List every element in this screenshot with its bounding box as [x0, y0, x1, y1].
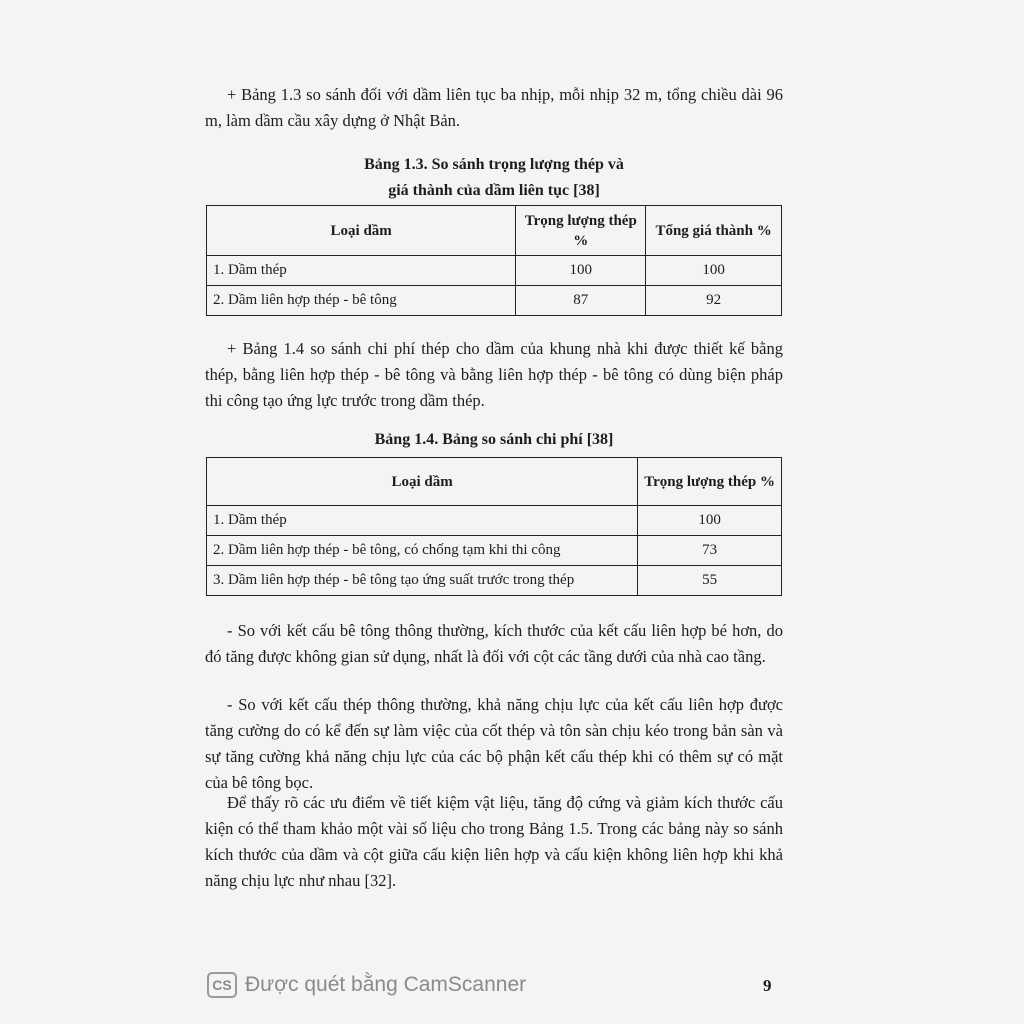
table14-caption: Bảng 1.4. Bảng so sánh chi phí [38]: [374, 431, 614, 448]
camscanner-logo-icon: CS: [207, 972, 237, 998]
paragraph-concrete-comparison: - So với kết cấu bê tông thông thường, kích thước của kết cấu liên hợp bé hơn, do đó tăng được không gian sử dụng, nhất là đối với cột các tầng dưới của nhà cao tầng.: [205, 621, 783, 666]
table-cell: 55: [638, 566, 782, 596]
table-header-cell: Tổng giá thành %: [646, 206, 782, 256]
table-cell: 92: [646, 286, 782, 316]
table-cell: 100: [646, 256, 782, 286]
table-row: [207, 506, 782, 536]
table-cell: 100: [638, 506, 782, 536]
table-cell: 73: [638, 536, 782, 566]
table-row: [207, 256, 782, 286]
paragraph-table14-intro: + Bảng 1.4 so sánh chi phí thép cho dầm của khung nhà khi được thiết kế bằng thép, bằng liên hợp thép - bê tông và bằng liên hợp thép - bê tông có dùng biện pháp thi công tạo ứng lực trước trong dầm thép.: [205, 339, 783, 410]
table13-caption-line1: Bảng 1.3. So sánh trọng lượng thép và: [364, 156, 624, 173]
table-cell: 2. Dầm liên hợp thép - bê tông, có chống tạm khi thi công: [207, 536, 638, 566]
table-header-cell: Trọng lượng thép %: [516, 206, 646, 256]
table-header-row: [207, 458, 782, 506]
paragraph-steel-comparison: - So với kết cấu thép thông thường, khả năng chịu lực của kết cấu liên hợp được tăng cường do có kể đến sự làm việc của cốt thép và tôn sàn chịu kéo trong bản sàn và sự tăng cường khả năng chịu lực của các bộ phận kết cấu thép khi có thêm sự có mặt của bê tông bọc.: [205, 695, 783, 792]
table-row: [207, 286, 782, 316]
table-cell: 2. Dầm liên hợp thép - bê tông: [207, 286, 516, 316]
table-cell: 1. Dầm thép: [207, 506, 638, 536]
table-header-cell: Trọng lượng thép %: [638, 458, 782, 506]
table-row: [207, 566, 782, 596]
camscanner-watermark: [207, 972, 526, 998]
table-cell: 100: [516, 256, 646, 286]
paragraph-table15-intro: Để thấy rõ các ưu điểm về tiết kiệm vật liệu, tăng độ cứng và giảm kích thước cấu kiện có thể tham khảo một vài số liệu cho trong Bảng 1.5. Trong các bảng này so sánh kích thước của dầm và cột giữa cấu kiện liên hợp và cấu kiện không liên hợp khi khả năng chịu lực như nhau [32].: [205, 793, 783, 890]
page-number: 9: [763, 976, 772, 995]
table-header-cell: Loại dầm: [207, 458, 638, 506]
table14: [206, 457, 782, 596]
paragraph-table13-intro: + Bảng 1.3 so sánh đối với dầm liên tục ba nhịp, mỗi nhịp 32 m, tổng chiều dài 96 m, làm dầm cầu xây dựng ở Nhật Bản.: [205, 85, 783, 130]
table-header-row: [207, 206, 782, 256]
table13-caption: [205, 152, 783, 204]
table13: [206, 205, 782, 316]
table-row: [207, 536, 782, 566]
table13-caption-line2: giá thành của dầm liên tục [38]: [388, 182, 600, 199]
table-cell: 1. Dầm thép: [207, 256, 516, 286]
table-cell: 87: [516, 286, 646, 316]
watermark-text: Được quét bằng CamScanner: [245, 973, 527, 996]
table-cell: 3. Dầm liên hợp thép - bê tông tạo ứng suất trước trong thép: [207, 566, 638, 596]
table-header-cell: Loại dầm: [207, 206, 516, 256]
